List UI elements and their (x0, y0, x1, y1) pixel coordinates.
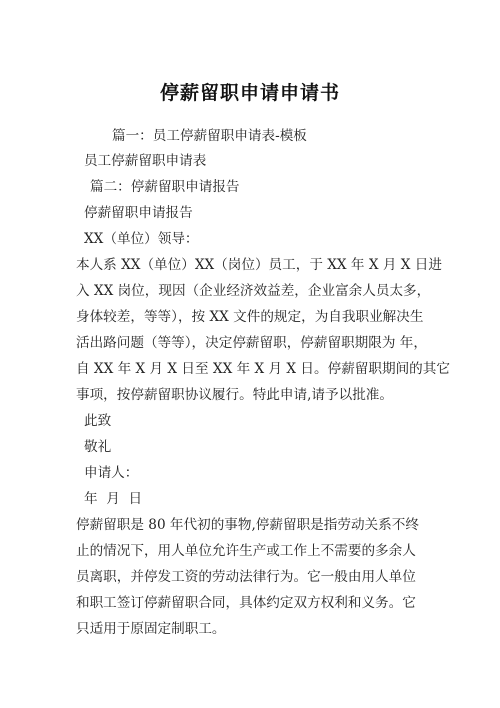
closing-jing-li: 敬礼 (84, 439, 112, 455)
section-heading-one: 篇一：员工停薪留职申请表-模板 (112, 128, 307, 144)
explanation-line-2: 止的情况下，用人单位允许生产或工作上不需要的多余人 (76, 543, 416, 559)
body-line-2: 入 XX 岗位，现因（企业经济效益差，企业富余人员太多， (76, 283, 431, 299)
section-heading-two: 篇二：停薪留职申请报告 (90, 179, 240, 195)
body-line-6: 事项，按停薪留职协议履行。特此申请,请予以批准。 (76, 387, 393, 403)
document-title: 停薪留职申请申请书 (159, 82, 340, 104)
explanation-line-4: 和职工签订停薪留职合同，具体约定双方权利和义务。它 (76, 595, 416, 611)
body-line-1: 本人系 XX（单位）XX（岗位）员工，于 XX 年 X 月 X 日进 (76, 257, 442, 273)
form-name-line: 员工停薪留职申请表 (84, 153, 207, 169)
applicant-label: 申请人： (84, 465, 139, 481)
explanation-line-1: 停薪留职是 80 年代初的事物,停薪留职是指劳动关系不终 (76, 517, 419, 533)
explanation-line-5: 只适用于原固定制职工。 (76, 621, 226, 637)
closing-ci-zhi: 此致 (84, 413, 112, 429)
body-line-4: 活出路问题（等等），决定停薪留职，停薪留职期限为 年， (76, 335, 427, 351)
report-title-line: 停薪留职申请报告 (84, 205, 193, 221)
date-line: 年 月 日 (84, 491, 143, 507)
body-line-5: 自 XX 年 X 月 X 日至 XX 年 X 月 X 日。停薪留职期间的其它 (76, 361, 450, 377)
salutation-line: XX（单位）领导： (84, 231, 199, 247)
explanation-line-3: 员离职，并停发工资的劳动法律行为。它一般由用人单位 (76, 569, 416, 585)
body-line-3: 身体较差，等等），按 XX 文件的规定，为自我职业解决生 (76, 309, 424, 325)
